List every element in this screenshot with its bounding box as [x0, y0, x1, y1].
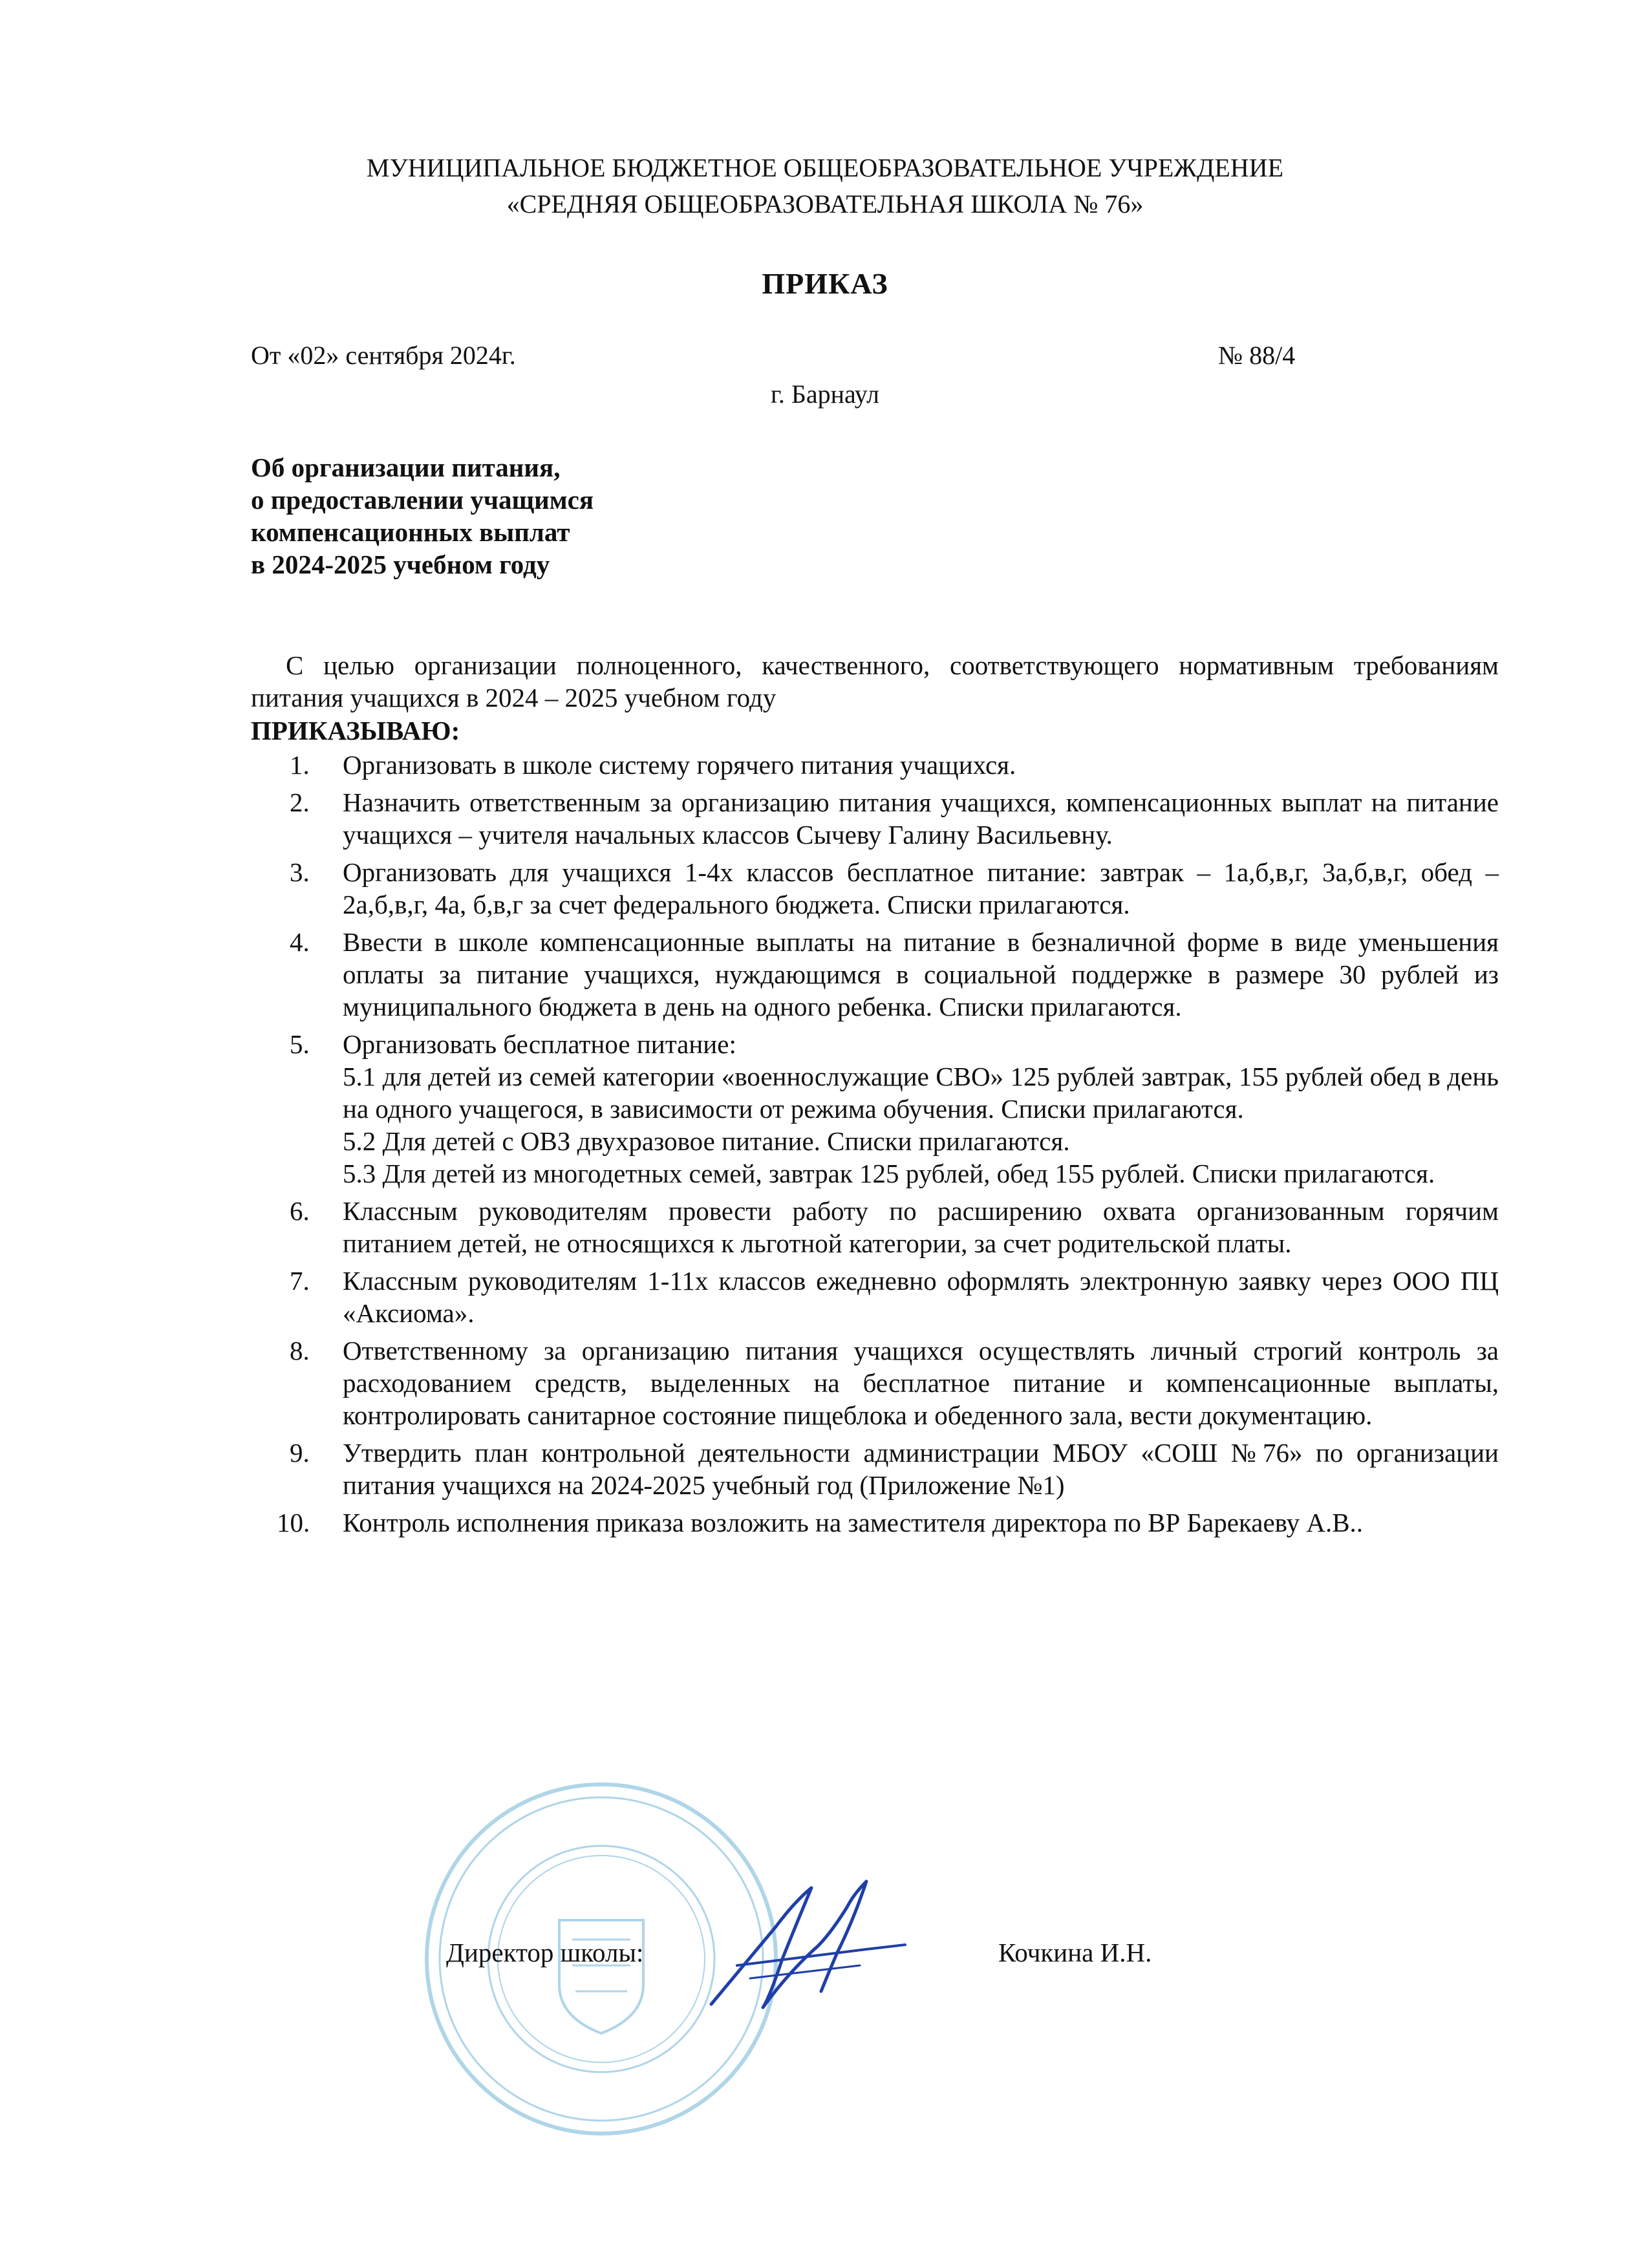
item-number: 5. [290, 1029, 310, 1059]
order-item [251, 1506, 1499, 1539]
order-item [251, 1265, 1499, 1329]
sub-item: 5.2 Для детей с ОВЗ двухразовое питание. Списки прилагаются. [343, 1126, 1070, 1156]
item-text: Классным руководителям 1-11х классов ежедневно оформлять электронную заявку через ООО ПЦ «Аксиома». [343, 1266, 1499, 1328]
item-number: 3. [290, 857, 310, 887]
subject-line: о предоставлении учащимся [251, 485, 594, 515]
sub-item: 5.1 для детей из семей категории «военнослужащие СВО» 125 рублей завтрак, 155 рублей обед в день на одного учащегося, в зависимости от режима обучения. Списки прилагаются. [343, 1062, 1499, 1124]
org-name-line2: «СРЕДНЯЯ ОБЩЕОБРАЗОВАТЕЛЬНАЯ ШКОЛА № 76» [506, 189, 1144, 219]
signatory-name: Кочкина И.Н. [998, 1938, 1152, 1967]
order-item [251, 786, 1499, 851]
subject-line: компенсационных выплат [251, 517, 570, 547]
item-text: Назначить ответственным за организацию питания учащихся, компенсационных выплат на питание учащихся – учителя начальных классов Сычеву Галину Васильевну. [343, 787, 1499, 850]
item-number: 2. [290, 787, 310, 817]
item-text: Ввести в школе компенсационные выплаты на питание в безналичной форме в виде уменьшения оплаты за питание учащихся, нуждающимся в социальной поддержке в размере 30 рублей из муниципального бюджета в день на одного ребенка. Списки прилагаются. [343, 927, 1499, 1022]
org-name-line1: МУНИЦИПАЛЬНОЕ БЮДЖЕТНОЕ ОБЩЕОБРАЗОВАТЕЛЬНОЕ УЧРЕЖДЕНИЕ [366, 153, 1284, 182]
document-number: № 88/4 [1218, 341, 1296, 370]
order-items-list [251, 749, 1499, 1544]
signatory-title: Директор школы: [446, 1938, 644, 1967]
item-text: Организовать для учащихся 1-4х классов бесплатное питание: завтрак – 1а,б,в,г, 3а,б,в,г, обед – 2а,б,в,г, 4а, б,в,г за счет федерального бюджета. Списки прилагаются. [343, 857, 1499, 919]
document-city: г. Барнаул [771, 380, 879, 409]
item-number: 9. [290, 1438, 310, 1468]
preamble-paragraph: С целью организации полноценного, качественного, соответствующего нормативным требованиям питания учащихся в 2024 – 2025 учебном году [251, 650, 1499, 712]
order-item [251, 1028, 1499, 1190]
order-item [251, 1334, 1499, 1431]
order-item [251, 856, 1499, 921]
decree-word: ПРИКАЗЫВАЮ: [251, 716, 460, 745]
sub-item: 5.3 Для детей из многодетных семей, завтрак 125 рублей, обед 155 рублей. Списки прилагаются. [343, 1159, 1435, 1188]
handwritten-signature [698, 1868, 918, 2024]
item-text: Утвердить план контрольной деятельности администрации МБОУ «СОШ №76» по организации питания учащихся на 2024-2025 учебный год (Приложение №1) [343, 1438, 1499, 1500]
item-number: 4. [290, 927, 310, 957]
document-title: ПРИКАЗ [762, 267, 888, 300]
item-text: Контроль исполнения приказа возложить на заместителя директора по ВР Барекаеву А.В.. [343, 1508, 1364, 1537]
document-subject [251, 451, 594, 581]
item-number: 10. [277, 1508, 310, 1537]
item-number: 6. [290, 1196, 310, 1226]
item-text: Ответственному за организацию питания учащихся осуществлять личный строгий контроль за расходованием средств, выделенных на бесплатное питание и компенсационные выплаты, контролировать санитарное состояние пищеблока и обеденного зала, вести документацию. [343, 1336, 1499, 1430]
order-item [251, 1437, 1499, 1501]
document-date: От «02» сентября 2024г. [251, 341, 516, 370]
organization-header [0, 150, 1650, 222]
order-item [251, 926, 1499, 1023]
subject-line: Об организации питания, [251, 453, 561, 482]
item-number: 8. [290, 1336, 310, 1365]
item-text: Классным руководителям провести работу по расширению охвата организованным горячим питанием детей, не относящихся к льготной категории, за счет родительской платы. [343, 1196, 1499, 1258]
item-number: 1. [290, 750, 310, 780]
order-item [251, 749, 1499, 781]
subject-line: в 2024-2025 учебном году [251, 550, 550, 579]
item-number: 7. [290, 1266, 310, 1296]
order-item [251, 1195, 1499, 1259]
item-text: Организовать в школе систему горячего питания учащихся. [343, 750, 1016, 780]
item-text: Организовать бесплатное питание: [343, 1029, 736, 1059]
